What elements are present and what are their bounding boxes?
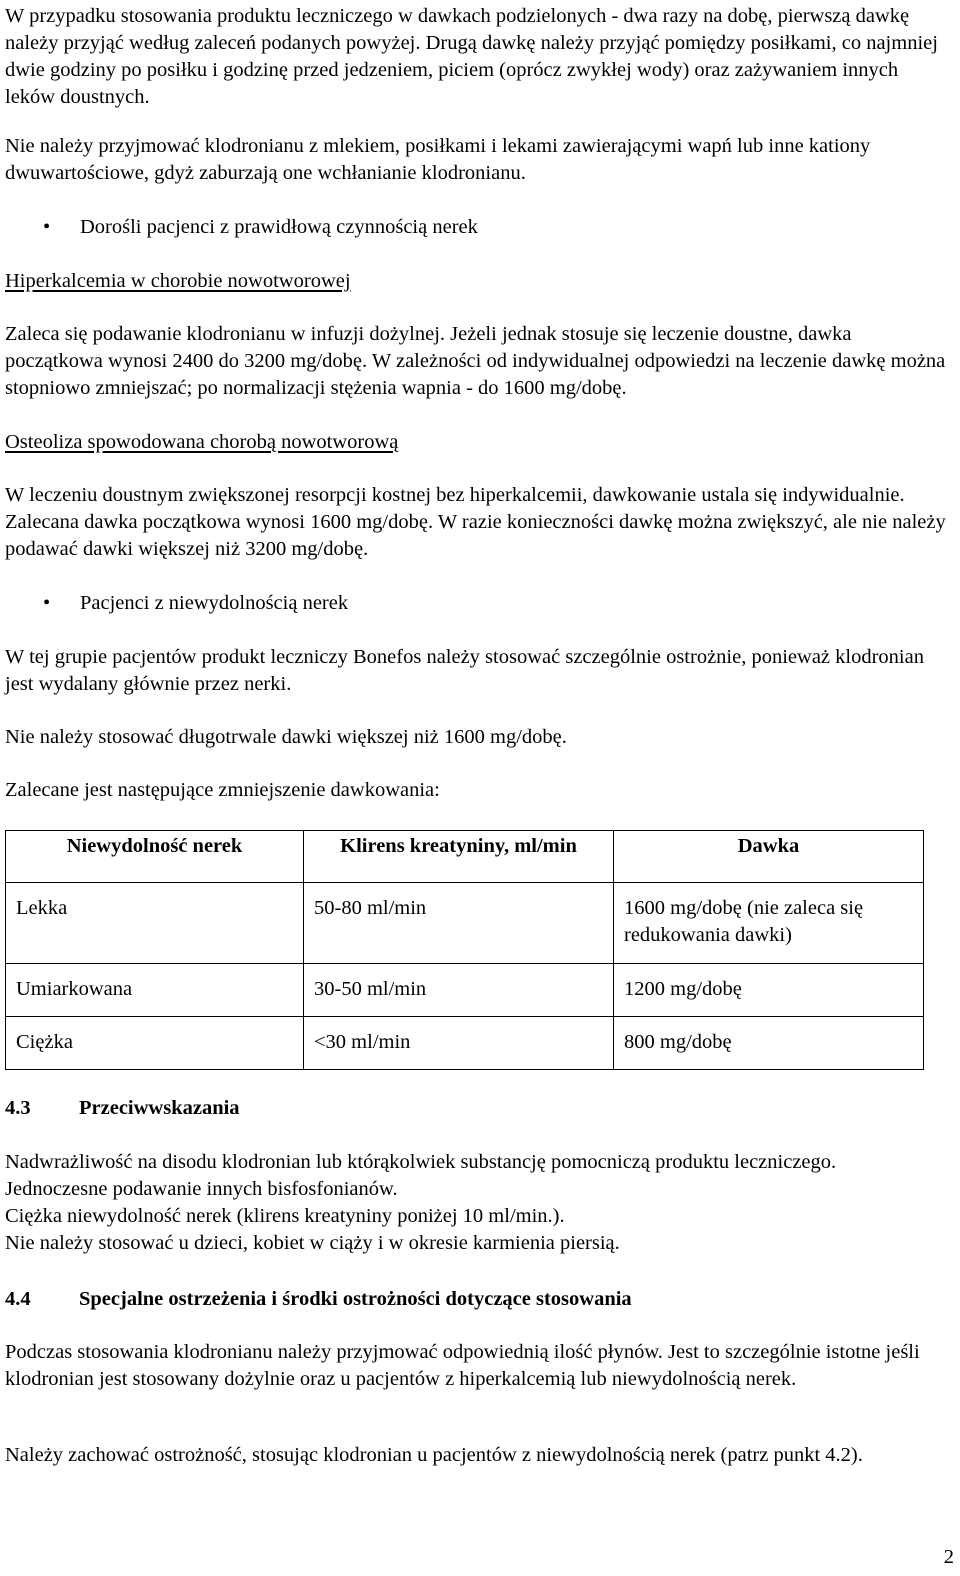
paragraph-divided-doses: W przypadku stosowania produktu leczniczego w dawkach podzielonych - dwa razy na dobę, pierwszą dawkę należy przyjąć według zaleceń podanych powyżej. Drugą dawkę należy przyjąć pomiędzy posiłkami, co najmniej dwie godziny po posiłku i godzinę przed jedzeniem, piciem (oprócz zwykłej wody) oraz zażywaniem innych leków doustnych. xyxy=(5,5,938,108)
table-header-cell: Dawka xyxy=(614,831,924,883)
table-cell: 800 mg/dobę xyxy=(614,1017,924,1070)
paragraph-bonefos-caution: W tej grupie pacjentów produkt leczniczy Bonefos należy stosować szczególnie ostrożnie, ponieważ klodronian jest wydalany głównie przez nerki. xyxy=(5,646,924,695)
bullet-text: Pacjenci z niewydolnością nerek xyxy=(80,592,349,614)
bullet-dot: • xyxy=(43,216,51,238)
contraindication-line: Nadwrażliwość na disodu klodronian lub którąkolwiek substancję pomocniczą produktu leczniczego. xyxy=(5,1151,837,1173)
subheading-hypercalcemia: Hiperkalcemia w chorobie nowotworowej xyxy=(5,270,351,292)
table-cell: <30 ml/min xyxy=(304,1017,614,1070)
bullet-dot: • xyxy=(43,592,51,614)
paragraph-hypercalcemia-dosing: Zaleca się podawanie klodronianu w infuzji dożylnej. Jeżeli jednak stosuje się leczenie doustne, dawka początkowa wynosi 2400 do 3200 mg/dobę. W zależności od indywidualnej odpowiedzi na leczenie dawkę można stopniowo zmniejszać; po normalizacji stężenia wapnia - do 1600 mg/dobę. xyxy=(5,323,946,399)
table-header-cell: Niewydolność nerek xyxy=(6,831,304,883)
paragraph-dose-reduction-intro: Zalecane jest następujące zmniejszenie dawkowania: xyxy=(5,779,440,801)
section-number: 4.3 xyxy=(5,1097,31,1119)
table-row xyxy=(6,1017,924,1070)
table-cell: 30-50 ml/min xyxy=(304,964,614,1017)
table-cell: Umiarkowana xyxy=(6,964,304,1017)
contraindication-line: Jednoczesne podawanie innych bisfosfonianów. xyxy=(5,1178,398,1200)
subheading-osteolysis: Osteoliza spowodowana chorobą nowotworową xyxy=(5,431,399,453)
contraindication-line: Ciężka niewydolność nerek (klirens kreatyniny poniżej 10 ml/min.). xyxy=(5,1205,565,1227)
bullet-text: Dorośli pacjenci z prawidłową czynnością nerek xyxy=(80,216,478,238)
table-header-cell: Klirens kreatyniny, ml/min xyxy=(304,831,614,883)
section-title: Specjalne ostrzeżenia i środki ostrożności dotyczące stosowania xyxy=(79,1288,632,1310)
contraindications-list xyxy=(5,1149,950,1257)
section-heading-4-3 xyxy=(5,1095,240,1122)
paragraph-renal-caution: Należy zachować ostrożność, stosując klodronian u pacjentów z niewydolnością nerek (patrz punkt 4.2). xyxy=(5,1444,863,1466)
dose-reduction-table xyxy=(5,830,924,1070)
contraindication-line: Nie należy stosować u dzieci, kobiet w ciąży i w okresie karmienia piersią. xyxy=(5,1232,620,1254)
table-cell: 1600 mg/dobę (nie zaleca się redukowania dawki) xyxy=(614,883,924,964)
table-cell: Ciężka xyxy=(6,1017,304,1070)
table-cell: 1200 mg/dobę xyxy=(614,964,924,1017)
table-header-row xyxy=(6,831,924,883)
section-heading-4-4 xyxy=(5,1286,632,1313)
table-cell: 50-80 ml/min xyxy=(304,883,614,964)
paragraph-calcium-interaction: Nie należy przyjmować klodronianu z mlekiem, posiłkami i lekami zawierającymi wapń lub inne kationy dwuwartościowe, gdyż zaburzają one wchłanianie klodronianu. xyxy=(5,135,871,184)
table-row xyxy=(6,964,924,1017)
paragraph-fluid-intake: Podczas stosowania klodronianu należy przyjmować odpowiednią ilość płynów. Jest to szczególnie istotne jeśli klodronian jest stosowany dożylnie oraz u pacjentów z hiperkalcemią lub niewydolnością nerek. xyxy=(5,1341,920,1390)
section-number: 4.4 xyxy=(5,1288,31,1310)
table-cell: Lekka xyxy=(6,883,304,964)
paragraph-osteolysis-dosing: W leczeniu doustnym zwiększonej resorpcji kostnej bez hiperkalcemii, dawkowanie ustala się indywidualnie. Zalecana dawka początkowa wynosi 1600 mg/dobę. W razie konieczności dawkę można zwiększyć, ale nie należy podawać dawki większej niż 3200 mg/dobę. xyxy=(5,484,946,560)
page-number: 2 xyxy=(943,1546,954,1568)
paragraph-max-dose: Nie należy stosować długotrwale dawki większej niż 1600 mg/dobę. xyxy=(5,726,567,748)
table-row xyxy=(6,883,924,964)
section-title: Przeciwwskazania xyxy=(79,1097,240,1119)
